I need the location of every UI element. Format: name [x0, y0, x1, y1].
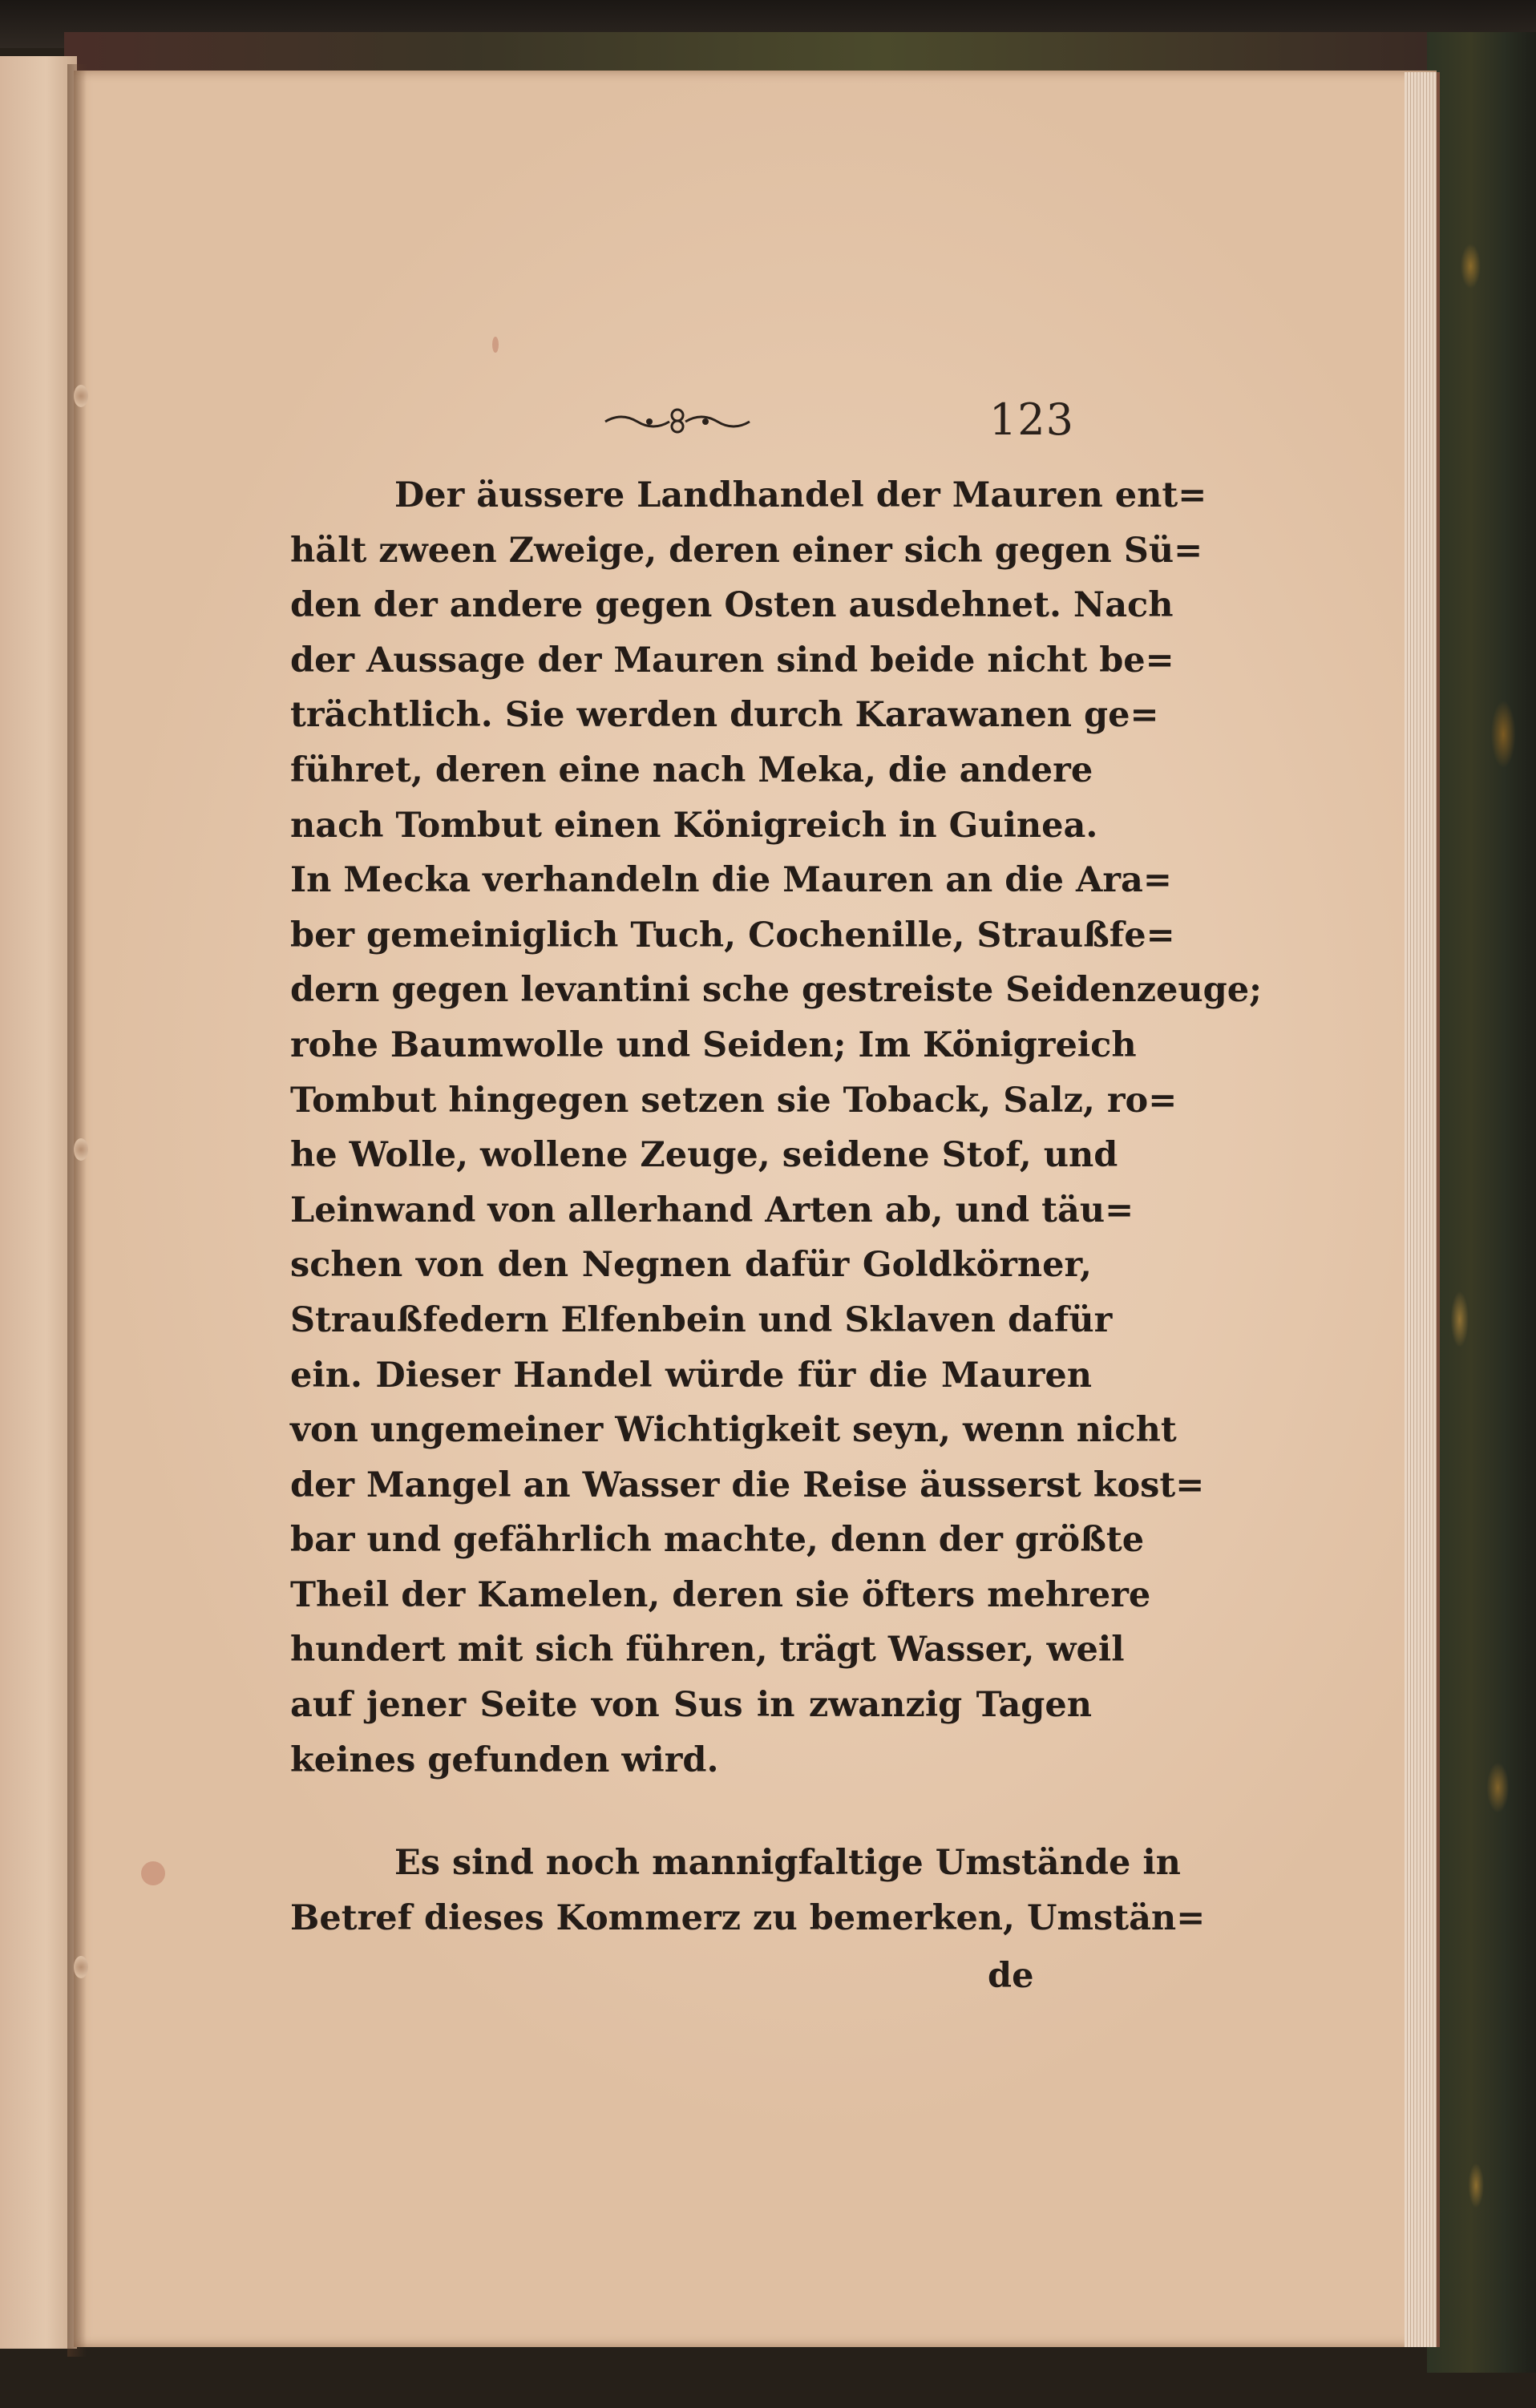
binding-stitch [74, 1956, 88, 1978]
paper-stain [492, 337, 499, 353]
page-number: 123 [988, 394, 1074, 445]
text-line: Theil der Kamelen, deren sie öfters mehrere [290, 1574, 1151, 1615]
text-line: Leinwand von allerhand Arten ab, und täu= [290, 1190, 1134, 1230]
text-line: bar und gefährlich machte, denn der größte [290, 1520, 1145, 1561]
text-line: In Mecka verhandeln die Mauren an die Ara= [290, 860, 1172, 901]
text-line: den der andere gegen Osten ausdehnet. Nach [290, 585, 1174, 626]
text-line: hundert mit sich führen, trägt Wasser, weil [290, 1630, 1125, 1671]
page-gutter-shadow [67, 64, 87, 2357]
binding-stitch [74, 1138, 88, 1161]
book-cover-top-edge [64, 32, 1427, 72]
paragraph-1 [290, 468, 1262, 1788]
text-line: Tombut hingegen setzen sie Toback, Salz, ro= [290, 1080, 1178, 1121]
text-line: der Aussage der Mauren sind beide nicht be= [290, 640, 1174, 681]
text-line: he Wolle, wollene Zeuge, seidene Stof, und [290, 1135, 1118, 1176]
text-line: keines gefunden wird. [290, 1739, 719, 1780]
text-line: nach Tombut einen Königreich in Guinea. [290, 805, 1098, 846]
page-stack-edge [1405, 72, 1440, 2347]
text-line: ber gemeiniglich Tuch, Cochenille, Straußfe= [290, 915, 1175, 956]
running-header [289, 394, 1098, 445]
text-line: führet, deren eine nach Meka, die andere [290, 749, 1093, 790]
paragraph-2 [290, 1836, 1206, 1945]
facing-page-edge [0, 56, 77, 2349]
text-line: Betref dieses Kommerz zu bemerken, Umstän= [290, 1897, 1206, 1938]
text-line: hält zween Zweige, deren einer sich gegen Sü= [290, 530, 1203, 571]
text-line: rohe Baumwolle und Seiden; Im Königreich [290, 1024, 1137, 1065]
paper-stain [141, 1861, 165, 1885]
binding-stitch [74, 385, 88, 407]
text-line: schen von den Negnen dafür Goldkörner, [290, 1245, 1092, 1286]
text-line: Der äussere Landhandel der Mauren ent= [394, 475, 1207, 515]
text-line: ein. Dieser Handel würde für die Mauren [290, 1355, 1092, 1396]
text-line: Es sind noch mannigfaltige Umstände in [394, 1843, 1181, 1883]
text-line: auf jener Seite von Sus in zwanzig Tagen [290, 1685, 1092, 1726]
marbled-cover [1427, 32, 1536, 2373]
text-line: trächtlich. Sie werden durch Karawanen ge= [290, 695, 1159, 736]
text-line: dern gegen levantini sche gestreiste Seidenzeuge; [290, 970, 1262, 1011]
text-line: der Mangel an Wasser die Reise äusserst kost= [290, 1465, 1205, 1505]
text-line: von ungemeiner Wichtigkeit seyn, wenn nicht [290, 1410, 1177, 1451]
catchword: de [988, 1956, 1034, 1996]
text-line: Straußfedern Elfenbein und Sklaven dafür [290, 1299, 1113, 1340]
ornament-icon [601, 404, 754, 436]
